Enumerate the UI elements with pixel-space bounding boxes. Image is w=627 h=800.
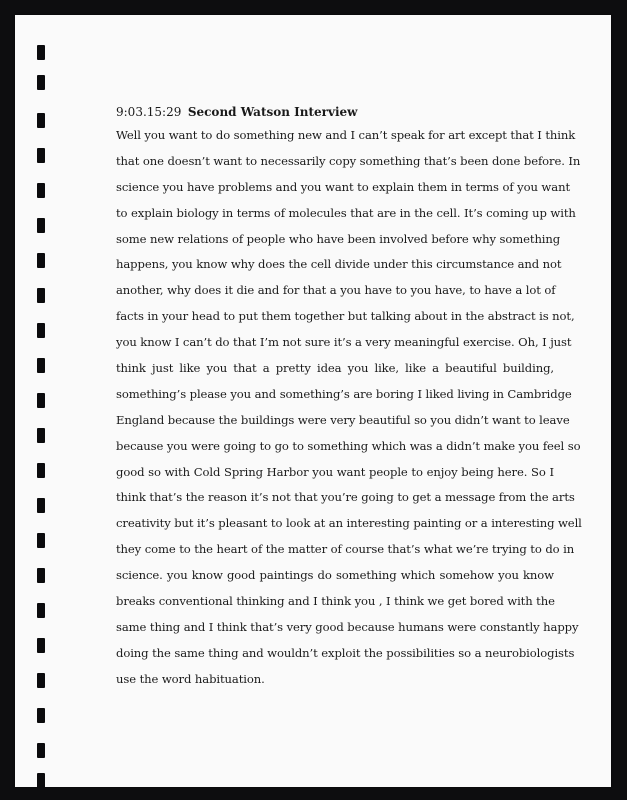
transcript-line: because you were going to go to something which was a didn’t make you feel so (116, 438, 581, 453)
transcript-line: facts in your head to put them together but talking about in the abstract is not, (116, 309, 575, 324)
transcript-line: science. you know good paintings do something which somehow you know (116, 568, 554, 583)
transcript-line: England because the buildings were very beautiful so you didn’t want to leave (116, 412, 570, 427)
transcript-body (116, 101, 582, 693)
binding-hole (37, 708, 45, 723)
binding-hole (37, 253, 45, 268)
binding-hole (37, 603, 45, 618)
transcript-page (15, 15, 611, 787)
transcript-line: something’s please you and something’s are boring I liked living in Cambridge (116, 386, 572, 401)
transcript-line: another, why does it die and for that a you have to you have, to have a lot of (116, 283, 556, 298)
transcript-line: they come to the heart of the matter of course that’s what we’re trying to do in (116, 542, 575, 557)
transcript-line: that one doesn’t want to necessarily copy something that’s been done before. In (116, 153, 581, 168)
binding-hole (37, 393, 45, 408)
transcript-line: Well you want to do something new and I can’t speak for art except that I think (116, 128, 576, 142)
binding-hole (37, 183, 45, 198)
binding-hole (37, 743, 45, 758)
binding-hole (37, 113, 45, 128)
binding-hole (37, 323, 45, 338)
binding-hole (37, 148, 45, 163)
interview-title: Second Watson Interview (187, 105, 358, 119)
binding-hole (37, 533, 45, 548)
transcript-line: breaks conventional thinking and I think you , I think we get bored with the (116, 594, 555, 609)
transcript-line: happens, you know why does the cell divide under this circumstance and not (116, 257, 562, 272)
transcript-line: doing the same thing and wouldn’t exploit the possibilities so a neurobiologists (116, 645, 575, 660)
transcript-line: good so with Cold Spring Harbor you want people to enjoy being here. So I (116, 464, 554, 479)
transcript-line: some new relations of people who have been involved before why something (116, 231, 561, 246)
transcript-line: you know I can’t do that I’m not sure it’s a very meaningful exercise. Oh, I just (116, 335, 572, 350)
binding-hole (37, 358, 45, 373)
transcript-line: think that’s the reason it’s not that you’re going to get a message from the arts (116, 490, 575, 505)
binding-hole (37, 428, 45, 443)
timecode: 9:03.15:29 (116, 105, 182, 119)
transcript-heading (116, 101, 554, 123)
binding-hole (37, 773, 45, 788)
transcript-line: to explain biology in terms of molecules that are in the cell. It’s coming up with (116, 205, 576, 220)
transcript-line: think just like you that a pretty idea you like, like a beautiful building, (116, 361, 554, 376)
binding-hole (37, 638, 45, 653)
binding-hole (37, 288, 45, 303)
binding-holes (37, 45, 47, 785)
binding-hole (37, 463, 45, 478)
binding-hole (37, 75, 45, 90)
binding-hole (37, 498, 45, 513)
transcript-line: science you have problems and you want to explain them in terms of you want (116, 179, 570, 194)
binding-hole (37, 673, 45, 688)
transcript-line: use the word habituation. (116, 671, 265, 686)
binding-hole (37, 218, 45, 233)
transcript-line: same thing and I think that’s very good because humans were constantly happy (116, 619, 579, 634)
binding-hole (37, 568, 45, 583)
binding-hole (37, 45, 45, 60)
transcript-line: creativity but it’s pleasant to look at an interesting painting or a interesting well (116, 516, 582, 531)
